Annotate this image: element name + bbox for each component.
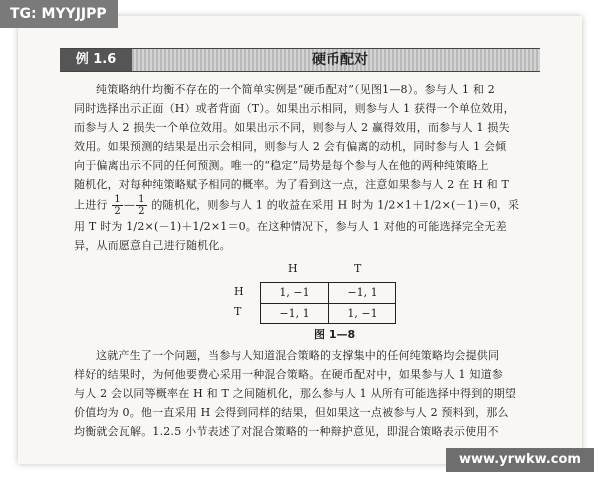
payoff-grid [260,282,396,324]
fraction-numerator: 1 [114,194,121,205]
example-number: 例 1.6 [60,49,132,71]
fraction-denominator: 2 [114,206,121,217]
text-fragment: 上进行 [74,198,108,212]
text-line: 效用。如果预测的结果是出示会相同，则参与人 2 会有偏离的动机，同时参与人 1 会倾 [74,140,507,153]
fraction-one-half [112,194,123,217]
fraction-numerator: 1 [138,194,145,205]
payoff-cell-th: −1, 1 [261,303,328,324]
row-header-h: H [234,285,244,298]
payoff-cell-tt: 1, −1 [328,303,396,324]
text-line: 样好的结果时，为何他要费心采用一种混合策略。在硬币配对中，如果参与人 1 知道参 [74,368,503,381]
fraction-one-half [136,194,147,217]
column-header-h: H [288,262,298,275]
text-line: 这就产生了一个问题，当参与人知道混合策略的支撑集中的任何纯策略均会提供同 [96,349,500,362]
column-header-t: T [354,262,362,275]
text-line: 与人 2 会以同等概率在 H 和 T 之间随机化，那么参与人 1 从所有可能选择中得到的期望 [74,387,517,400]
text-line: 价值均为 0。他一直采用 H 会得到同样的结果，但如果这一点被参与人 2 预料到，那么 [74,406,509,419]
text-fragment: 的随机化，则参与人 1 的收益在采用 H 时为 1/2×1＋1/2×(－1)＝0，采 [151,198,520,212]
text-line: 同时选择出示正面（H）或者背面（T）。如果出示相同，则参与人 1 获得一个单位效用， [74,102,515,115]
payoff-cell-hh: 1, −1 [279,286,310,299]
payoff-cell-ht: −1, 1 [328,283,396,303]
text-line: 均衡就会瓦解。1.2.5 小节表述了对混合策略的一种辩护意见，即混合策略表示使用不 [74,425,499,438]
example-banner [60,48,540,72]
text-line: 异，从而愿意自己进行随机化。 [74,239,231,252]
fraction-denominator: 2 [138,206,145,217]
text-line: 随机化，对每种纯策略赋予相同的概率。为了看到这一点，注意如果参与人 2 在 H 和 T [74,178,510,191]
text-line: 纯策略纳什均衡不存在的一个简单实例是“硬币配对”（见图1—8）。参与人 1 和 2 [96,83,495,96]
row-header-t: T [234,305,242,318]
paragraph-intro [74,80,544,255]
text-line: 向于偏离出示不同的任何预测。唯一的“稳定”局势是每个参与人在他的两种纯策略上 [74,159,489,172]
figure-caption: 图 1—8 [314,328,356,341]
corner-tag: TG: MYYJJPP [0,0,118,28]
text-line: 而参与人 2 损失一个单位效用。如果出示不同，则参与人 2 赢得效用，而参与人 1 损失 [74,121,510,134]
text-fragment: — [123,198,136,212]
text-line: 用 T 时为 1/2×(－1)＋1/2×1＝0。在这种情况下，参与人 1 对他的可能选择完全无差 [74,220,507,233]
paragraph-discussion [74,346,544,441]
example-title: 硬币配对 [312,52,368,68]
site-watermark: www.yrwkw.com [446,448,594,472]
text-line-with-fractions [74,194,544,217]
